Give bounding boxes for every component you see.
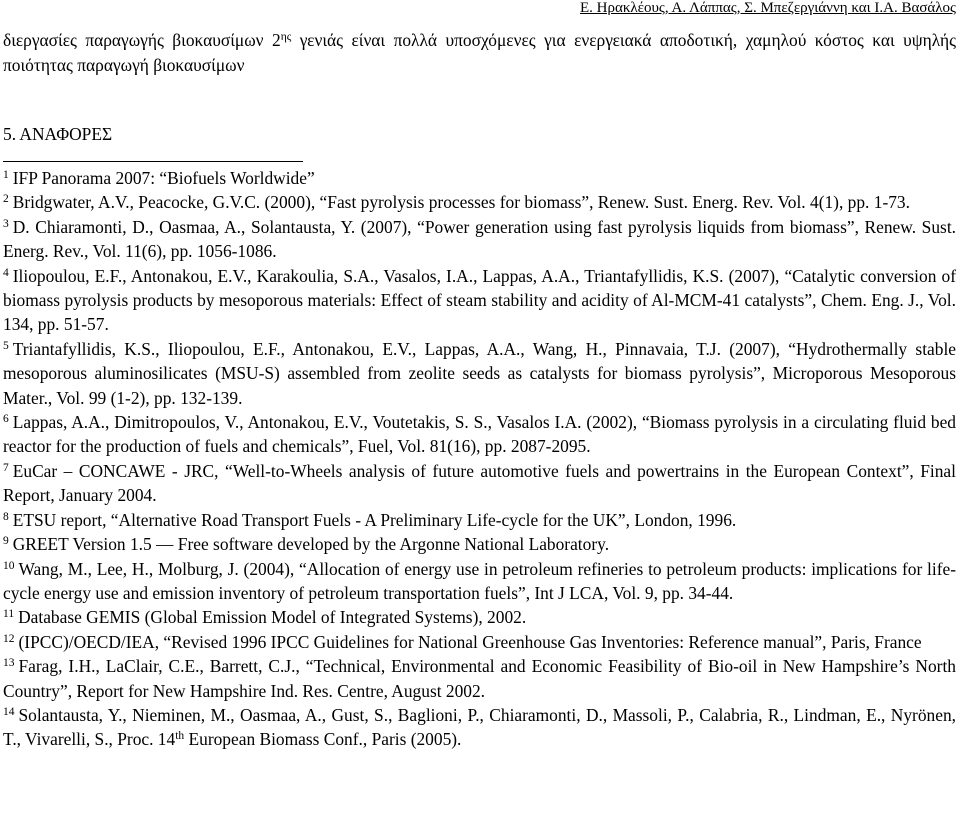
reference-text: IFP Panorama 2007: “Biofuels Worldwide”	[12, 168, 315, 188]
intro-paragraph	[3, 28, 956, 78]
reference-text-end: European Biomass Conf., Paris (2005).	[184, 729, 462, 750]
section-heading: 5. ΑΝΑΦΟΡΕΣ	[3, 124, 113, 144]
reference-item	[3, 410, 956, 459]
reference-text: EuCar – CONCAWE - JRC, “Well-to-Wheels analysis of future automotive fuels and powertrains in the European Context”, Final Report, January 2004.	[3, 460, 956, 506]
reference-number: 4	[3, 266, 9, 279]
reference-item	[3, 630, 956, 654]
reference-text: ETSU report, “Alternative Road Transport Fuels - A Preliminary Life-cycle for the UK”, London, 1996.	[12, 509, 737, 530]
reference-number: 10	[3, 559, 15, 572]
reference-item	[3, 459, 956, 508]
reference-text: Iliopoulou, E.F., Antonakou, E.V., Karakoulia, S.A., Vasalos, I.A., Lappas, A.A., Triantafyllidis, K.S. (2007), “Catalytic conversion of biomass pyrolysis products by mesoporous materials: Effect of steam stability and acidity of Al-MCM-41 catalysts”, Chem. Eng. J., Vol. 134, pp. 51-57.	[3, 265, 956, 335]
reference-item	[3, 215, 956, 264]
reference-text: Lappas, A.A., Dimitropoulos, V., Antonakou, E.V., Voutetakis, S. S., Vasalos I.A. (2002), “Biomass pyrolysis in a circulating fluid bed reactor for the production of fuels and chemicals”, Fuel, Vol. 81(16), pp. 2087-2095.	[3, 412, 956, 457]
reference-text: Solantausta, Y., Nieminen, M., Oasmaa, A., Gust, S., Baglioni, P., Chiaramonti, D., Massoli, P., Calabria, R., Lindman, E., Nyrönen, T., Vivarelli, S., Proc. 14	[3, 704, 956, 750]
reference-number: 3	[3, 217, 9, 230]
reference-number: 9	[3, 535, 9, 548]
reference-text: Farag, I.H., LaClair, C.E., Barrett, C.J., “Technical, Environmental and Economic Feasibility of Bio-oil in New Hampshire’s North Country”, Report for New Hampshire Ind. Res. Centre, August 2002.	[3, 656, 956, 701]
reference-item	[3, 605, 956, 629]
reference-text: Database GEMIS (Global Emission Model of Integrated Systems), 2002.	[18, 607, 527, 628]
reference-item	[3, 703, 956, 752]
reference-number: 7	[3, 461, 9, 474]
intro-superscript: ης	[280, 31, 292, 43]
reference-item	[3, 508, 956, 532]
reference-number: 14	[3, 705, 15, 718]
reference-item	[3, 264, 956, 337]
reference-number: 13	[3, 657, 15, 670]
intro-text-start: διεργασίες παραγωγής βιοκαυσίμων 2	[3, 30, 281, 50]
reference-number: 12	[3, 632, 15, 645]
running-header: Ε. Ηρακλέους, Α. Λάππας, Σ. Μπεζεργιάννη και Ι.Α. Βασάλος	[580, 0, 956, 16]
ordinal-superscript: th	[175, 730, 185, 743]
reference-item	[3, 654, 956, 703]
reference-number: 2	[3, 193, 9, 206]
reference-text: Bridgwater, A.V., Peacocke, G.V.C. (2000), “Fast pyrolysis processes for biomass”, Renew. Sust. Energ. Rev. Vol. 4(1), pp. 1-73.	[12, 192, 910, 213]
reference-number: 8	[3, 510, 9, 523]
reference-number: 6	[3, 413, 9, 426]
reference-number: 11	[3, 608, 15, 621]
reference-text: D. Chiaramonti, D., Oasmaa, A., Solantausta, Y. (2007), “Power generation using fast pyrolysis liquids from biomass”, Renew. Sust. Energ. Rev., Vol. 11(6), pp. 1056-1086.	[3, 216, 956, 262]
intro-text-end: γενιάς είναι πολλά υποσχόμενες για ενεργειακά αποδοτική, χαμηλού κόστος και υψηλής ποιότητας παραγωγή βιοκαυσίμων	[3, 30, 956, 75]
reference-text: GREET Version 1.5 — Free software developed by the Argonne National Laboratory.	[12, 534, 610, 555]
reference-item	[3, 166, 956, 190]
reference-number: 5	[3, 339, 9, 352]
reference-text: Triantafyllidis, K.S., Iliopoulou, E.F., Antonakou, E.V., Lappas, A.A., Wang, H., Pinnavaia, T.J. (2007), “Hydrothermally stable mesoporous aluminosilicates (MSU-S) assembled from zeolite seeds as catalysts for biomass pyrolysis”, Microporous Mesoporous Mater., Vol. 99 (1-2), pp. 132-139.	[3, 338, 956, 408]
reference-number: 1	[3, 169, 9, 181]
reference-text: (IPCC)/OECD/IEA, “Revised 1996 IPCC Guidelines for National Greenhouse Gas Inventories: Reference manual”, Paris, France	[18, 631, 922, 652]
footnote-separator	[3, 161, 303, 162]
reference-list	[3, 166, 956, 752]
reference-text: Wang, M., Lee, H., Molburg, J. (2004), “Allocation of energy use in petroleum refineries to petroleum products: implications for life-cycle energy use and emission inventory of petroleum transportation fuels”, Int J LCA, Vol. 9, pp. 34-44.	[3, 558, 956, 603]
reference-item	[3, 532, 956, 556]
reference-item	[3, 557, 956, 606]
reference-item	[3, 190, 956, 214]
reference-item	[3, 337, 956, 410]
